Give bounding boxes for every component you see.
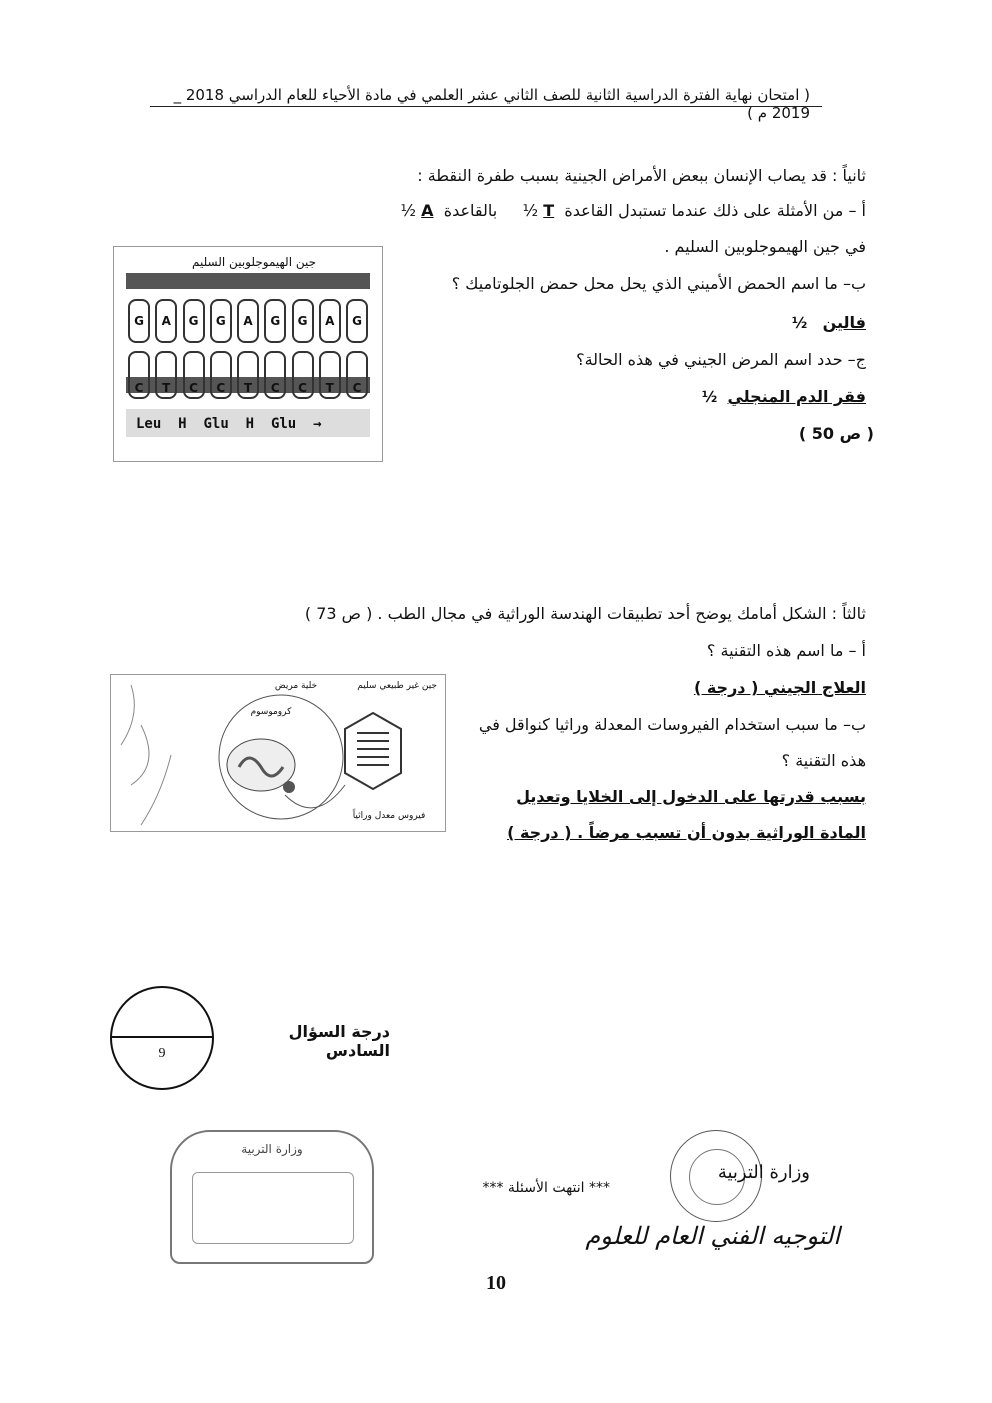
base-top-1: G [128,299,150,343]
section3-b-question-1: ب– ما سبب استخدام الفيروسات المعدلة وراثيا كنواقل في [478,715,866,734]
base-top-9: G [346,299,368,343]
section2-a-prefix: أ – من الأمثلة على ذلك عندما تستبدل القاعدة [564,201,866,220]
gene-therapy-figure [110,674,446,832]
base-bottom-6: C [264,351,286,399]
gene-therapy-diagram [111,675,445,831]
end-of-questions: *** انتهت الأسئلة *** [482,1180,610,1196]
base-top-3: G [183,299,205,343]
section2-b-question: ب– ما اسم الحمض الأميني الذي يحل محل حمض الجلوتاميك ؟ [451,274,866,293]
label-patient-cell: خلية مريض [274,681,318,691]
base-bottom-4: C [210,351,232,399]
section3-b-answer-2: المادة الوراثية بدون أن تسبب مرضاً . ( درجة ) [507,823,866,842]
amino-acid-3: Glu [270,416,297,432]
hemoglobin-figure [113,246,383,462]
section2-c-answer-row [702,387,866,406]
stamp-inner-border [192,1172,354,1244]
section2-page-ref: ( ص 50 ) [798,424,874,443]
codon-grid [128,299,368,399]
half-mark-4: ½ [701,388,718,406]
score-value: 9 [158,1046,166,1061]
section3-b-answer-1: بسبب قدرتها على الدخول إلى الخلايا وتعديل [516,787,866,806]
amino-acid-chain: Leu H Glu H Glu → [136,416,322,432]
section2-a-line2: في جين الهيموجلوبين السليم . [664,237,866,256]
header-divider [150,106,822,107]
signature: التوجيه الفني العام للعلوم [585,1222,840,1250]
base-t: T [543,201,555,220]
half-mark-1: ½ [522,201,539,220]
stamp-ministry-text: وزارة التربية [241,1142,303,1156]
hemoglobin-figure-title: جين الهيموجلوبين السليم [191,255,317,269]
section3-b-question-2: هذه التقنية ؟ [781,751,866,770]
base-top-5: A [237,299,259,343]
base-top-6: G [264,299,286,343]
label-healthy-gene: جين غير طبيعي سليم [357,681,437,691]
base-a: A [421,201,434,220]
base-bottom-8: T [319,351,341,399]
score-label: درجة السؤال السادس [288,1022,390,1060]
section3-a-answer: العلاج الجيني ( درجة ) [693,678,866,697]
label-chromosome: كروموسوم [250,707,292,717]
section2-c-question: ج– حدد اسم المرض الجيني في هذه الحالة؟ [576,350,866,369]
section2-a-line1 [401,201,866,220]
section2-a-mid: بالقاعدة [443,201,498,220]
section2-b-answer: فالين [822,313,866,332]
section2-title: ثانياً : قد يصاب الإنسان ببعض الأمراض الجينية بسبب طفرة النقطة : [417,166,866,185]
school-stamp [170,1130,374,1264]
base-bottom-2: T [155,351,177,399]
exam-header: ( امتحان نهاية الفترة الدراسية الثانية للصف الثاني عشر العلمي في مادة الأحياء للعام الدراسي 2018 _ 2019 م ) [173,86,810,122]
amino-acid-2: Glu [203,416,229,432]
codon-bottom-row [128,351,368,399]
base-top-8: A [319,299,341,343]
section2-c-answer: فقر الدم المنجلي [727,387,866,406]
codon-top-row [128,299,368,343]
half-mark-2: ½ [400,201,417,220]
page-number: 10 [486,1272,506,1294]
base-bottom-5: T [237,351,259,399]
label-modified-virus: فيروس معدل وراثياً [352,811,426,821]
section2-b-answer-row [792,313,866,332]
base-top-7: G [292,299,314,343]
section3-a-question: أ – ما اسم هذه التقنية ؟ [706,641,866,660]
base-top-4: G [210,299,232,343]
score-divider [112,1036,212,1038]
base-top-2: A [155,299,177,343]
score-circle [110,986,214,1090]
base-bottom-1: C [128,351,150,399]
amino-acid-1: Leu [136,416,162,432]
base-bottom-7: C [292,351,314,399]
section3-title: ثالثاً : الشكل أمامك يوضح أحد تطبيقات الهندسة الوراثية في مجال الطب . ( ص 73 ) [304,604,866,623]
half-mark-3: ½ [791,314,808,332]
base-bottom-9: C [346,351,368,399]
ministry-name: وزارة التربية [717,1162,810,1183]
base-bottom-3: C [183,351,205,399]
